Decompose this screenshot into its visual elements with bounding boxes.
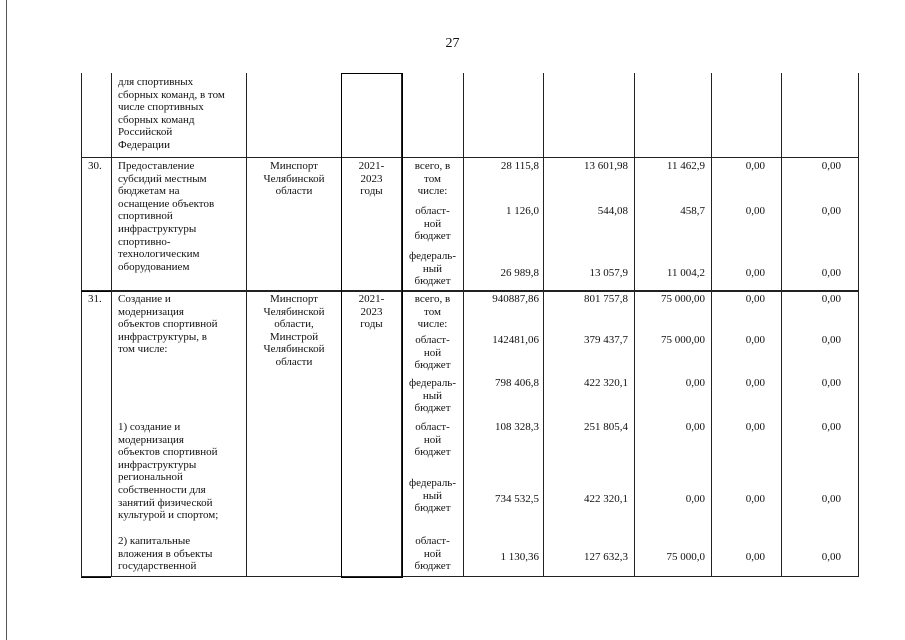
row-number: 30. xyxy=(88,160,102,172)
value-cell: 251 805,4 xyxy=(584,421,628,433)
source-label: област- ной бюджет xyxy=(414,421,451,459)
value-cell: 0,00 xyxy=(821,267,841,279)
table-bottom-line xyxy=(81,576,859,577)
source-label: федераль- ный бюджет xyxy=(409,250,456,288)
continued-description: для спортивных сборных команд, в том числе спортивных сборных команд Российской Федерации xyxy=(118,76,225,151)
value-cell: 0,00 xyxy=(745,160,765,172)
value-cell: 801 757,8 xyxy=(584,293,628,305)
value-cell: 75 000,00 xyxy=(661,293,705,305)
value-cell: 379 437,7 xyxy=(584,334,628,346)
value-cell: 28 115,8 xyxy=(500,160,539,172)
executor: Минспорт Челябинской области xyxy=(263,160,325,198)
value-cell: 26 989,8 xyxy=(500,267,539,279)
period: 2021- 2023 годы xyxy=(358,160,385,198)
sub-item-2: 2) капитальные вложения в объекты государственной xyxy=(118,535,213,573)
source-label: федераль- ный бюджет xyxy=(409,477,456,515)
value-cell: 75 000,00 xyxy=(661,334,705,346)
source-label: всего, в том числе: xyxy=(414,160,451,198)
col-line xyxy=(111,73,112,577)
value-cell: 0,00 xyxy=(745,493,765,505)
value-cell: 13 601,98 xyxy=(584,160,628,172)
value-cell: 0,00 xyxy=(745,267,765,279)
budget-table xyxy=(81,73,859,577)
value-cell: 127 632,3 xyxy=(584,551,628,563)
value-cell: 0,00 xyxy=(745,551,765,563)
value-cell: 940887,86 xyxy=(492,293,539,305)
value-cell: 0,00 xyxy=(745,334,765,346)
col-line xyxy=(858,73,859,577)
source-label: област- ной бюджет xyxy=(414,205,451,243)
value-cell: 544,08 xyxy=(597,205,628,217)
value-cell: 0,00 xyxy=(821,421,841,433)
source-label: всего, в том числе: xyxy=(414,293,451,331)
value-cell: 0,00 xyxy=(685,421,705,433)
cell-outline xyxy=(81,291,111,578)
value-cell: 108 328,3 xyxy=(495,421,539,433)
executor: Минспорт Челябинской области, Минстрой Челябинской области xyxy=(263,293,325,368)
value-cell: 0,00 xyxy=(745,205,765,217)
page-number: 27 xyxy=(445,36,460,51)
value-cell: 0,00 xyxy=(745,293,765,305)
period: 2021- 2023 годы xyxy=(358,293,385,331)
value-cell: 734 532,5 xyxy=(495,493,539,505)
source-label: федераль- ный бюджет xyxy=(409,377,456,415)
value-cell: 798 406,8 xyxy=(495,377,539,389)
source-label: област- ной бюджет xyxy=(414,334,451,372)
row-separator xyxy=(81,291,859,292)
row-separator xyxy=(81,157,859,158)
value-cell: 422 320,1 xyxy=(584,377,628,389)
value-cell: 1 126,0 xyxy=(506,205,539,217)
value-cell: 0,00 xyxy=(821,334,841,346)
value-cell: 0,00 xyxy=(821,160,841,172)
value-cell: 0,00 xyxy=(821,493,841,505)
value-cell: 422 320,1 xyxy=(584,493,628,505)
value-cell: 458,7 xyxy=(680,205,705,217)
col-line xyxy=(543,73,544,577)
value-cell: 13 057,9 xyxy=(589,267,628,279)
value-cell: 75 000,0 xyxy=(666,551,705,563)
row-number: 31. xyxy=(88,293,102,305)
value-cell: 0,00 xyxy=(821,551,841,563)
value-cell: 0,00 xyxy=(821,377,841,389)
value-cell: 11 462,9 xyxy=(666,160,705,172)
page-edge-line xyxy=(6,0,7,640)
sub-item-1: 1) создание и модернизация объектов спортивной инфраструктуры региональной собственности для занятий физической культурой и спортом; xyxy=(118,421,219,522)
value-cell: 0,00 xyxy=(821,205,841,217)
value-cell: 0,00 xyxy=(685,493,705,505)
value-cell: 0,00 xyxy=(745,421,765,433)
source-label: област- ной бюджет xyxy=(414,535,451,573)
value-cell: 11 004,2 xyxy=(666,267,705,279)
value-cell: 1 130,36 xyxy=(500,551,539,563)
value-cell: 0,00 xyxy=(685,377,705,389)
value-cell: 142481,06 xyxy=(492,334,539,346)
value-cell: 0,00 xyxy=(821,293,841,305)
row-description: Создание и модернизация объектов спортивной инфраструктуры, в том числе: xyxy=(118,293,218,356)
row-description: Предоставление субсидий местным бюджетам на оснащение объектов спортивной инфраструктуры спортивно- технологическим оборудованием xyxy=(118,160,215,273)
value-cell: 0,00 xyxy=(745,377,765,389)
